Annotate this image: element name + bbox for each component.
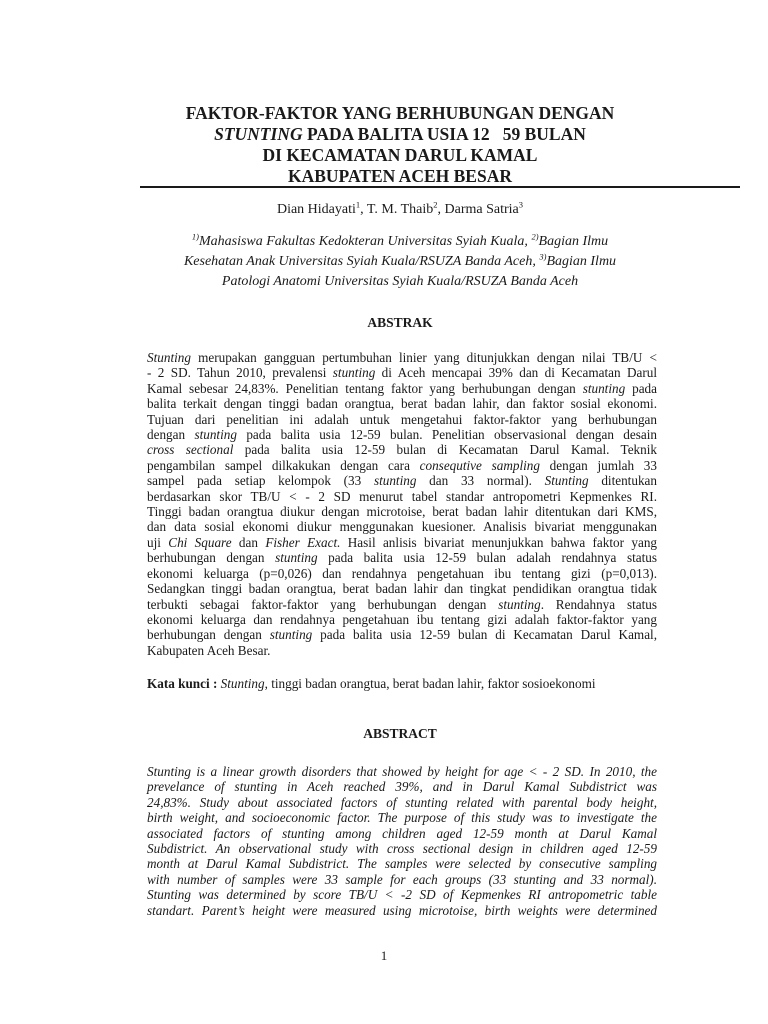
abstrak-text: Sedangkan tinggi badan orangtua, berat badan lahir dan tingkat pendidikan orangtua tidak bbox=[147, 581, 657, 597]
abstrak-text: dan 33 normal). bbox=[416, 473, 545, 489]
abstrak-text: terbukti sebagai faktor-faktor yang berhubungan dengan bbox=[147, 596, 499, 612]
abstrak-italic-term: stunting bbox=[582, 380, 626, 396]
author-3: , Darma Satria bbox=[437, 202, 519, 217]
abstrak-italic-term: Chi Square bbox=[168, 534, 232, 550]
keywords-rest: , tinggi badan orangtua, berat badan lahir, faktor sosioekonomi bbox=[264, 676, 596, 691]
abstrak-text: Tujuan dari penelitian ini adalah untuk mengetahui faktor-faktor yang berhubungan bbox=[147, 411, 657, 427]
abstract-line: prevelance of stunting in Aceh reached 39%, and in Darul Kamal Subdistrict was bbox=[147, 779, 657, 795]
abstract-line: month at Darul Kamal Subdistrict. The samples were selected by consecutive sampling bbox=[147, 856, 657, 872]
abstrak-text: pada bbox=[625, 380, 657, 396]
abstract-line: Stunting is a linear growth disorders that showed by height for age < - 2 SD. In 2010, the bbox=[147, 764, 657, 779]
paper-title bbox=[100, 103, 700, 187]
affil-sup-1: 1) bbox=[191, 231, 199, 242]
abstrak-italic-term: Stunting bbox=[544, 473, 589, 489]
abstract-line: 24,83%. Study about associated factors of stunting related with parental body height, bbox=[147, 794, 657, 810]
title-line-1: FAKTOR-FAKTOR YANG BERHUBUNGAN DENGAN bbox=[185, 103, 615, 123]
abstrak-line bbox=[147, 566, 657, 581]
title-divider bbox=[140, 186, 740, 188]
abstrak-text: uji bbox=[147, 534, 169, 550]
abstrak-line bbox=[147, 381, 657, 396]
abstrak-text: dan bbox=[231, 534, 266, 550]
abstrak-line bbox=[147, 581, 657, 596]
abstract-line: associated factors of stunting among children aged 12-59 month at Darul Kamal bbox=[147, 825, 657, 841]
abstract-body bbox=[147, 764, 657, 918]
abstract-line: Stunting was determined by score TB/U < -2 SD of Kepmenkes RI antropometric table bbox=[147, 887, 657, 903]
abstrak-line bbox=[147, 550, 657, 565]
abstrak-italic-term: stunting bbox=[373, 473, 417, 489]
abstrak-text: pada balita usia 12-59 bulan di Kecamatan Darul Kamal. Teknik bbox=[233, 442, 657, 458]
affil-1b: Bagian Ilmu bbox=[538, 234, 609, 249]
affiliation-line-3: Patologi Anatomi Universitas Syiah Kuala/RSUZA Banda Aceh bbox=[221, 274, 579, 289]
title-line-3: DI KECAMATAN DARUL KAMAL bbox=[262, 145, 538, 165]
affil-1a: Mahasiswa Fakultas Kedokteran Universitas Syiah Kuala, bbox=[198, 234, 532, 249]
affiliation-line-1 bbox=[100, 232, 700, 252]
abstrak-line bbox=[147, 504, 657, 519]
abstrak-line bbox=[147, 350, 657, 365]
abstrak-italic-term: consequtive sampling bbox=[419, 457, 540, 473]
affil-sup-3: 3) bbox=[539, 251, 547, 262]
abstrak-text: berhubungan dengan bbox=[147, 550, 276, 566]
abstrak-text: Tinggi badan orangtua diukur dengan microtoise, berat badan lahir ditentukan dari KMS, bbox=[147, 504, 657, 520]
author-3-sup: 3 bbox=[518, 199, 524, 210]
author-1: Dian Hidayati bbox=[276, 202, 356, 217]
abstrak-line bbox=[147, 597, 657, 612]
abstrak-text: dan data sosial ekonomi diukur menggunakan kuesioner. Analisis bivariat menggunakan bbox=[147, 519, 657, 535]
abstrak-text: Kamal sebesar 24,83%. Penelitian tentang faktor yang berhubungan dengan bbox=[147, 380, 583, 396]
abstrak-italic-term: stunting bbox=[194, 427, 237, 443]
abstrak-text: ekonomi keluarga dan rendahnya pengetahuan ibu tentang gizi adalah faktor-faktor yang bbox=[147, 611, 657, 627]
abstract-line: with number of samples were 33 sample for each groups (33 stunting and 33 normal). bbox=[147, 871, 657, 887]
abstrak-text: Kabupaten Aceh Besar. bbox=[147, 642, 271, 658]
affil-sup-2: 2) bbox=[531, 231, 539, 242]
abstrak-line bbox=[147, 519, 657, 534]
abstrak-text: pada balita usia 12-59 bulan. Penelitian observasional dengan desain bbox=[236, 427, 657, 443]
abstrak-italic-term: Stunting bbox=[147, 350, 191, 365]
abstrak-italic-term: stunting bbox=[332, 365, 376, 381]
abstrak-line bbox=[147, 627, 657, 642]
keywords bbox=[147, 676, 657, 692]
abstrak-line bbox=[147, 612, 657, 627]
affiliation-line-2 bbox=[100, 252, 700, 272]
abstrak-text: ditentukan bbox=[588, 473, 657, 489]
author-list bbox=[100, 200, 700, 220]
abstrak-line bbox=[147, 442, 657, 457]
abstrak-text: sampel pada setiap kelompok (33 bbox=[147, 473, 374, 489]
abstract-line: birth weight, and socioeconomic factor. The purpose of this study was to investigate the bbox=[147, 810, 657, 826]
abstrak-line bbox=[147, 458, 657, 473]
abstrak-line bbox=[147, 489, 657, 504]
title-line-2 bbox=[100, 124, 700, 145]
abstract-line: standart. Parent’s height were measured using microtoise, birth weights were determined bbox=[147, 902, 657, 918]
abstrak-body bbox=[147, 350, 657, 658]
page-number: 1 bbox=[380, 948, 388, 963]
abstrak-italic-term: stunting bbox=[275, 550, 318, 566]
abstrak-italic-term: stunting bbox=[498, 596, 541, 612]
abstrak-italic-term: cross sectional bbox=[147, 442, 234, 458]
title-line-4: KABUPATEN ACEH BESAR bbox=[288, 166, 512, 186]
title-line-2-rest: PADA BALITA USIA 12 59 BULAN bbox=[302, 124, 586, 144]
abstrak-line bbox=[147, 412, 657, 427]
abstrak-text: dengan jumlah 33 bbox=[539, 457, 657, 473]
abstrak-italic-term: stunting bbox=[269, 627, 313, 643]
abstrak-text: - 2 SD. Tahun 2010, prevalensi bbox=[147, 365, 333, 381]
abstrak-text: balita terkait dengan tinggi badan orangtua, berat badan lahir, dan faktor sosial ekonomi. bbox=[147, 396, 657, 412]
keywords-label: Kata kunci : bbox=[147, 676, 218, 691]
affiliations bbox=[100, 232, 700, 292]
keywords-first: Stunting bbox=[220, 676, 265, 691]
abstrak-line bbox=[147, 643, 657, 658]
abstrak-text: merupakan gangguan pertumbuhan linier yang ditunjukkan dengan nilai TB/U < bbox=[190, 350, 657, 365]
author-2: , T. M. Thaib bbox=[360, 202, 434, 217]
affil-2b: Bagian Ilmu bbox=[546, 254, 617, 269]
abstrak-line bbox=[147, 396, 657, 411]
abstrak-text: dengan bbox=[147, 427, 195, 443]
abstrak-text: pada balita usia 12-59 bulan adalah rendahnya status bbox=[317, 550, 657, 566]
abstract-line: Subdistrict. An observational study with cross sectional design in children aged 12-59 bbox=[147, 841, 657, 857]
affil-2a: Kesehatan Anak Universitas Syiah Kuala/RSUZA Banda Aceh, bbox=[183, 254, 540, 269]
abstrak-italic-term: Fisher Exact. bbox=[265, 534, 341, 550]
abstrak-text: pada balita usia 12-59 bulan di Kecamatan Darul Kamal, bbox=[312, 627, 658, 643]
abstrak-heading: ABSTRAK bbox=[367, 315, 433, 330]
abstrak-text: berdasarkan skor TB/U < - 2 SD menurut tabel standar antropometri Kepmenkes RI. bbox=[147, 488, 657, 504]
abstrak-line bbox=[147, 535, 657, 550]
abstrak-text: Hasil anlisis bivariat menunjukkan bahwa faktor yang bbox=[340, 534, 658, 550]
abstrak-text: di Aceh mencapai 39% dan di Kecamatan Darul bbox=[375, 365, 657, 381]
abstrak-line bbox=[147, 427, 657, 442]
abstrak-text: ekonomi keluarga (p=0,026) dan rendahnya pengetahuan ibu tentang gizi (p=0,013). bbox=[147, 565, 657, 581]
title-italic-word: STUNTING bbox=[214, 124, 303, 144]
abstrak-text: . Rendahnya status bbox=[540, 596, 657, 612]
abstrak-line bbox=[147, 365, 657, 380]
author-2-sup: 2 bbox=[433, 199, 438, 210]
abstrak-text: berhubungan dengan bbox=[147, 627, 270, 643]
author-1-sup: 1 bbox=[355, 199, 361, 210]
abstrak-text: pengambilan sampel dilkakukan dengan cara bbox=[147, 457, 420, 473]
abstrak-line bbox=[147, 473, 657, 488]
abstract-heading: ABSTRACT bbox=[363, 726, 437, 741]
